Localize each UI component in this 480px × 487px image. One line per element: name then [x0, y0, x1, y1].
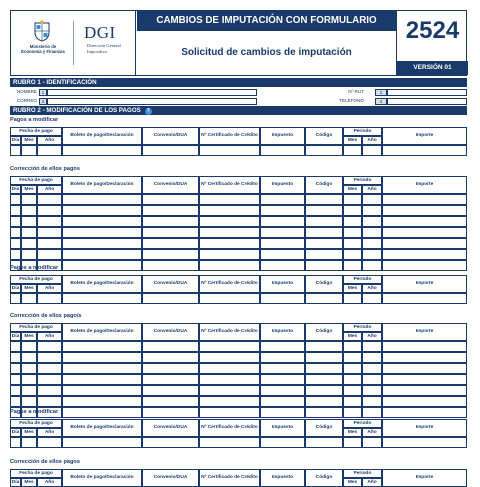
table-cell[interactable]: [62, 293, 142, 304]
table-cell[interactable]: [62, 374, 142, 385]
table-cell[interactable]: [305, 194, 343, 205]
table-cell[interactable]: [37, 293, 62, 304]
table-cell[interactable]: [62, 341, 142, 352]
table-cell[interactable]: [260, 374, 305, 385]
table-cell[interactable]: [382, 249, 467, 260]
telefono-label: TELÉFONO: [339, 98, 364, 103]
table-cell[interactable]: [199, 238, 260, 249]
form-subtitle: Solicitud de cambios de imputación: [181, 47, 352, 58]
col-certificado: Nº Certificado de Crédito: [199, 275, 260, 293]
table-cell[interactable]: [37, 249, 62, 260]
col-certificado: Nº Certificado de Crédito: [199, 323, 260, 341]
table-cell[interactable]: [260, 352, 305, 363]
col-dia: Día: [10, 428, 21, 437]
table-cell[interactable]: [260, 363, 305, 374]
col-convenio: Convenio/DUA: [142, 469, 199, 487]
table-cell[interactable]: [10, 363, 21, 374]
col-importe: Importe: [382, 275, 467, 293]
rubro1-row-2: [10, 97, 467, 105]
dgi-logo: DGI: [84, 23, 116, 42]
table-cell[interactable]: [305, 341, 343, 352]
table-cell[interactable]: [142, 385, 199, 396]
col-mes: Mes: [21, 478, 37, 487]
table-cell[interactable]: [21, 238, 37, 249]
table-cell[interactable]: [21, 341, 37, 352]
rut-field[interactable]: [387, 89, 467, 96]
table-cell[interactable]: [305, 374, 343, 385]
table-cell[interactable]: [382, 205, 467, 216]
col-periodo: Periodo: [343, 419, 382, 428]
table-cell[interactable]: [260, 396, 305, 407]
table-cell[interactable]: [37, 341, 62, 352]
form-version: VERSIÓN 01: [397, 61, 468, 75]
col-certificado: Nº Certificado de Crédito: [199, 469, 260, 487]
table-cell[interactable]: [10, 205, 21, 216]
table-cell[interactable]: [362, 293, 382, 304]
col-periodo: Periodo: [343, 176, 382, 185]
table-cell[interactable]: [62, 216, 142, 227]
rubro1-header: RUBRO 1 - IDENTIFICACIÓN: [10, 78, 467, 87]
col-periodo: Periodo: [343, 323, 382, 332]
telefono-field[interactable]: [387, 98, 467, 105]
col-anio: Año: [37, 428, 62, 437]
table-cell[interactable]: [10, 145, 21, 156]
col-dia: Día: [10, 478, 21, 487]
table-cell[interactable]: [362, 374, 382, 385]
table-cell[interactable]: [62, 260, 142, 271]
col-importe: Importe: [382, 127, 467, 145]
col-anio: Año: [37, 284, 62, 293]
section-label: Pagos a modificar: [10, 409, 59, 415]
col-periodo-anio: Año: [362, 332, 382, 341]
col-periodo-mes: Mes: [343, 478, 362, 487]
table-cell[interactable]: [37, 363, 62, 374]
table-cell[interactable]: [362, 341, 382, 352]
table-cell[interactable]: [199, 374, 260, 385]
table-cell[interactable]: [10, 293, 21, 304]
table-cell[interactable]: [260, 437, 305, 448]
table-cell[interactable]: [199, 352, 260, 363]
col-convenio: Convenio/DUA: [142, 323, 199, 341]
table-cell[interactable]: [21, 374, 37, 385]
table-cell[interactable]: [362, 385, 382, 396]
table-cell[interactable]: [305, 238, 343, 249]
table-cell[interactable]: [21, 205, 37, 216]
col-boleto: Boleto de pago/Declaración: [62, 127, 142, 145]
col-boleto: Boleto de pago/Declaración: [62, 275, 142, 293]
col-codigo: Código: [305, 275, 343, 293]
table-cell[interactable]: [199, 396, 260, 407]
table-cell[interactable]: [199, 216, 260, 227]
col-impuesto: Impuesto: [260, 176, 305, 194]
col-importe: Importe: [382, 176, 467, 194]
col-fecha-pago: Fecha de pago: [10, 127, 62, 136]
col-periodo: Periodo: [343, 275, 382, 284]
form-number-box: [396, 11, 467, 75]
table-cell[interactable]: [382, 227, 467, 238]
col-importe: Importe: [382, 469, 467, 487]
section-label: Pagos a modificar: [10, 117, 59, 123]
table-cell[interactable]: [142, 238, 199, 249]
table-cell[interactable]: [343, 437, 362, 448]
table-cell[interactable]: [10, 227, 21, 238]
col-convenio: Convenio/DUA: [142, 176, 199, 194]
table-cell[interactable]: [37, 227, 62, 238]
table-cell[interactable]: [10, 194, 21, 205]
col-anio: Año: [37, 136, 62, 145]
table-cell[interactable]: [62, 145, 142, 156]
table-cell[interactable]: [21, 194, 37, 205]
table-cell[interactable]: [21, 216, 37, 227]
table-cell[interactable]: [62, 407, 142, 418]
table-cell[interactable]: [142, 407, 199, 418]
col-fecha-pago: Fecha de pago: [10, 323, 62, 332]
table-cell[interactable]: [10, 352, 21, 363]
table-cell[interactable]: [21, 249, 37, 260]
table-cell[interactable]: [260, 227, 305, 238]
table-cell[interactable]: [343, 227, 362, 238]
table-cell[interactable]: [37, 238, 62, 249]
table-cell[interactable]: [305, 293, 343, 304]
table-cell[interactable]: [305, 385, 343, 396]
table-cell[interactable]: [10, 341, 21, 352]
col-mes: Mes: [21, 136, 37, 145]
table-cell[interactable]: [343, 363, 362, 374]
table-cell[interactable]: [362, 437, 382, 448]
table-cell[interactable]: [260, 216, 305, 227]
table-cell[interactable]: [260, 260, 305, 271]
table-cell[interactable]: [21, 227, 37, 238]
col-periodo-mes: Mes: [343, 428, 362, 437]
table-cell[interactable]: [343, 216, 362, 227]
table-cell[interactable]: [382, 385, 467, 396]
table-cell[interactable]: [305, 260, 343, 271]
col-convenio: Convenio/DUA: [142, 419, 199, 437]
table-cell[interactable]: [343, 396, 362, 407]
table-cell[interactable]: [362, 363, 382, 374]
table-cell[interactable]: [37, 385, 62, 396]
table-cell[interactable]: [142, 260, 199, 271]
table-cell[interactable]: [305, 216, 343, 227]
ministry-name: Ministerio de Economía y Finanzas: [21, 44, 65, 54]
table-cell[interactable]: [199, 260, 260, 271]
col-anio: Año: [37, 332, 62, 341]
table-cell[interactable]: [37, 437, 62, 448]
table-cell[interactable]: [343, 293, 362, 304]
table-cell[interactable]: [21, 437, 37, 448]
col-fecha-pago: Fecha de pago: [10, 419, 62, 428]
table-cell[interactable]: [142, 396, 199, 407]
table-cell[interactable]: [362, 238, 382, 249]
col-impuesto: Impuesto: [260, 127, 305, 145]
table-cell[interactable]: [37, 216, 62, 227]
help-circle-icon[interactable]: ?: [146, 107, 150, 114]
col-mes: Mes: [21, 185, 37, 194]
table-cell[interactable]: [343, 249, 362, 260]
correo-number: 3: [39, 98, 47, 105]
table-cell[interactable]: [142, 227, 199, 238]
col-periodo-anio: Año: [362, 284, 382, 293]
table-cell[interactable]: [343, 407, 362, 418]
col-periodo-mes: Mes: [343, 332, 362, 341]
table-cell[interactable]: [199, 437, 260, 448]
table-cell[interactable]: [362, 352, 382, 363]
col-dia: Día: [10, 332, 21, 341]
col-certificado: Nº Certificado de Crédito: [199, 176, 260, 194]
col-anio: Año: [37, 185, 62, 194]
table-cell[interactable]: [21, 385, 37, 396]
table-cell[interactable]: [62, 352, 142, 363]
col-periodo-anio: Año: [362, 185, 382, 194]
col-importe: Importe: [382, 323, 467, 341]
col-impuesto: Impuesto: [260, 323, 305, 341]
table-cell[interactable]: [382, 437, 467, 448]
rubro2-header: [10, 106, 467, 115]
table-cell[interactable]: [382, 260, 467, 271]
table-cell[interactable]: [305, 437, 343, 448]
table-cell[interactable]: [305, 363, 343, 374]
table-cell[interactable]: [382, 194, 467, 205]
table-cell[interactable]: [142, 205, 199, 216]
col-impuesto: Impuesto: [260, 275, 305, 293]
table-cell[interactable]: [62, 249, 142, 260]
table-cell[interactable]: [62, 205, 142, 216]
uruguay-shield-icon: [33, 20, 51, 42]
logo-area: [11, 11, 136, 75]
nombre-label: NOMBRE: [16, 89, 37, 94]
col-certificado: Nº Certificado de Crédito: [199, 419, 260, 437]
table-cell[interactable]: [199, 407, 260, 418]
table-cell[interactable]: [37, 145, 62, 156]
table-cell[interactable]: [260, 407, 305, 418]
table-cell[interactable]: [343, 145, 362, 156]
table-cell[interactable]: [37, 352, 62, 363]
table-cell[interactable]: [37, 396, 62, 407]
table-cell[interactable]: [62, 227, 142, 238]
rubro1-row-1: [10, 88, 467, 96]
table-cell[interactable]: [142, 352, 199, 363]
table-cell[interactable]: [362, 227, 382, 238]
table-cell[interactable]: [21, 145, 37, 156]
col-mes: Mes: [21, 428, 37, 437]
table-cell[interactable]: [62, 385, 142, 396]
table-cell[interactable]: [21, 352, 37, 363]
table-cell[interactable]: [62, 363, 142, 374]
col-importe: Importe: [382, 419, 467, 437]
table-cell[interactable]: [37, 374, 62, 385]
col-certificado: Nº Certificado de Crédito: [199, 127, 260, 145]
table-cell[interactable]: [382, 341, 467, 352]
form-header: [10, 10, 467, 76]
table-cell[interactable]: [142, 374, 199, 385]
col-periodo-mes: Mes: [343, 284, 362, 293]
table-cell[interactable]: [260, 238, 305, 249]
table-cell[interactable]: [305, 145, 343, 156]
col-periodo-anio: Año: [362, 428, 382, 437]
table-cell[interactable]: [362, 396, 382, 407]
table-cell[interactable]: [199, 205, 260, 216]
table-cell[interactable]: [382, 352, 467, 363]
col-boleto: Boleto de pago/Declaración: [62, 419, 142, 437]
table-cell[interactable]: [305, 407, 343, 418]
table-cell[interactable]: [305, 396, 343, 407]
table-cell[interactable]: [62, 396, 142, 407]
table-cell[interactable]: [382, 293, 467, 304]
table-cell[interactable]: [21, 396, 37, 407]
table-cell[interactable]: [260, 194, 305, 205]
col-mes: Mes: [21, 284, 37, 293]
col-dia: Día: [10, 284, 21, 293]
table-cell[interactable]: [142, 341, 199, 352]
table-cell[interactable]: [362, 260, 382, 271]
table-cell[interactable]: [343, 260, 362, 271]
table-cell[interactable]: [10, 437, 21, 448]
form-number: 2524: [405, 17, 460, 44]
nombre-number: 1: [39, 89, 47, 96]
col-codigo: Código: [305, 419, 343, 437]
col-impuesto: Impuesto: [260, 469, 305, 487]
table-cell[interactable]: [260, 145, 305, 156]
col-codigo: Código: [305, 323, 343, 341]
table-cell[interactable]: [382, 374, 467, 385]
table-cell[interactable]: [305, 227, 343, 238]
col-dia: Día: [10, 136, 21, 145]
table-cell[interactable]: [62, 437, 142, 448]
col-dia: Día: [10, 185, 21, 194]
nombre-field[interactable]: [47, 89, 257, 96]
table-cell[interactable]: [142, 145, 199, 156]
table-cell[interactable]: [362, 145, 382, 156]
table-cell[interactable]: [142, 363, 199, 374]
table-cell[interactable]: [382, 363, 467, 374]
table-cell[interactable]: [305, 352, 343, 363]
table-cell[interactable]: [260, 385, 305, 396]
col-impuesto: Impuesto: [260, 419, 305, 437]
table-cell[interactable]: [362, 194, 382, 205]
col-codigo: Código: [305, 469, 343, 487]
table-cell[interactable]: [21, 293, 37, 304]
table-cell[interactable]: [37, 205, 62, 216]
table-cell[interactable]: [260, 293, 305, 304]
table-cell[interactable]: [199, 249, 260, 260]
table-cell[interactable]: [142, 249, 199, 260]
table-cell[interactable]: [362, 205, 382, 216]
col-periodo: Periodo: [343, 127, 382, 136]
rut-number: 2: [375, 89, 387, 96]
col-mes: Mes: [21, 332, 37, 341]
table-cell[interactable]: [10, 374, 21, 385]
rubro2-title: RUBRO 2 - MODIFICACIÓN DE LOS PAGOS: [13, 107, 141, 114]
col-periodo-anio: Año: [362, 136, 382, 145]
table-cell[interactable]: [382, 407, 467, 418]
logo-divider: [73, 21, 74, 65]
telefono-number: 4: [375, 98, 387, 105]
col-anio: Año: [37, 478, 62, 487]
col-periodo-anio: Año: [362, 478, 382, 487]
col-boleto: Boleto de pago/Declaración: [62, 469, 142, 487]
table-cell[interactable]: [142, 437, 199, 448]
table-cell[interactable]: [343, 238, 362, 249]
section-label: Corrección de ellos pagos: [10, 459, 80, 465]
table-cell[interactable]: [343, 194, 362, 205]
correo-field[interactable]: [47, 98, 257, 105]
form-title: CAMBIOS DE IMPUTACIÓN CON FORMULARIO: [137, 11, 396, 31]
table-cell[interactable]: [199, 363, 260, 374]
table-cell[interactable]: [199, 385, 260, 396]
table-cell[interactable]: [260, 341, 305, 352]
table-cell[interactable]: [362, 249, 382, 260]
table-cell[interactable]: [62, 238, 142, 249]
table-cell[interactable]: [343, 352, 362, 363]
table-cell[interactable]: [10, 249, 21, 260]
col-periodo-mes: Mes: [343, 136, 362, 145]
table-cell[interactable]: [343, 205, 362, 216]
col-convenio: Convenio/DUA: [142, 127, 199, 145]
table-cell[interactable]: [362, 216, 382, 227]
section-label: Pagos a modificar: [10, 265, 59, 271]
table-cell[interactable]: [260, 205, 305, 216]
section-label: Corrección de ellos pagos: [10, 166, 80, 172]
table-cell[interactable]: [199, 341, 260, 352]
col-fecha-pago: Fecha de pago: [10, 469, 62, 478]
table-cell[interactable]: [199, 227, 260, 238]
table-cell[interactable]: [199, 145, 260, 156]
table-cell[interactable]: [382, 145, 467, 156]
col-fecha-pago: Fecha de pago: [10, 275, 62, 284]
col-convenio: Convenio/DUA: [142, 275, 199, 293]
table-cell[interactable]: [343, 385, 362, 396]
col-periodo: Periodo: [343, 469, 382, 478]
table-cell[interactable]: [10, 385, 21, 396]
table-cell[interactable]: [10, 396, 21, 407]
table-cell[interactable]: [260, 249, 305, 260]
table-cell[interactable]: [10, 216, 21, 227]
table-cell[interactable]: [199, 293, 260, 304]
table-cell[interactable]: [142, 216, 199, 227]
col-boleto: Boleto de pago/Declaración: [62, 176, 142, 194]
rut-label: Nº RUT: [348, 89, 364, 94]
table-cell[interactable]: [21, 363, 37, 374]
col-periodo-mes: Mes: [343, 185, 362, 194]
table-cell[interactable]: [62, 194, 142, 205]
col-fecha-pago: Fecha de pago: [10, 176, 62, 185]
table-cell[interactable]: [142, 194, 199, 205]
table-cell[interactable]: [305, 205, 343, 216]
correo-label: CORREO: [16, 98, 37, 103]
table-cell[interactable]: [10, 238, 21, 249]
col-codigo: Código: [305, 127, 343, 145]
table-cell[interactable]: [382, 238, 467, 249]
table-cell[interactable]: [37, 194, 62, 205]
col-boleto: Boleto de pago/Declaración: [62, 323, 142, 341]
table-cell[interactable]: [343, 341, 362, 352]
form-page: [10, 10, 467, 485]
section-label: Corrección de ellos pago/s: [10, 313, 82, 319]
table-cell[interactable]: [382, 396, 467, 407]
dgi-subtitle: Dirección General Impositiva: [87, 43, 121, 54]
table-cell[interactable]: [382, 216, 467, 227]
table-cell[interactable]: [343, 374, 362, 385]
table-cell[interactable]: [362, 407, 382, 418]
table-cell[interactable]: [305, 249, 343, 260]
col-codigo: Código: [305, 176, 343, 194]
table-cell[interactable]: [199, 194, 260, 205]
table-cell[interactable]: [142, 293, 199, 304]
